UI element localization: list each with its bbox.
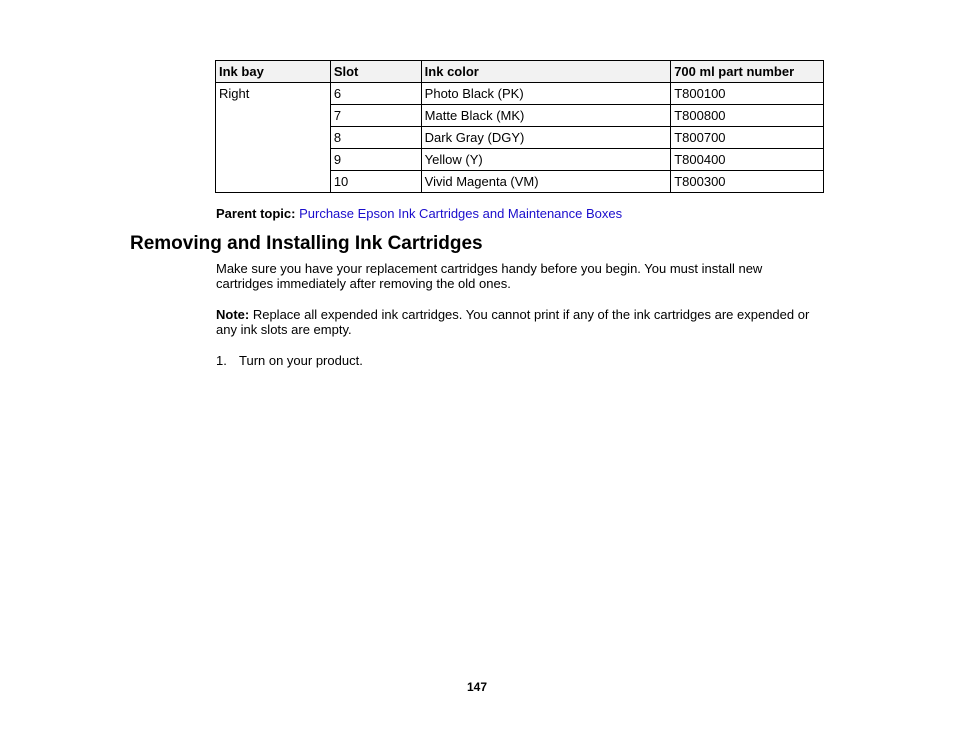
header-ink-bay: Ink bay (216, 61, 331, 83)
part-number-cell: T800800 (671, 105, 824, 127)
steps-list (216, 353, 363, 368)
parent-topic-label: Parent topic: (216, 206, 296, 221)
table-header-row (216, 61, 824, 83)
part-number-cell: T800700 (671, 127, 824, 149)
note-text: Replace all expended ink cartridges. You cannot print if any of the ink cartridges are expended or any ink slots are empty. (216, 307, 810, 337)
ink-cartridge-table (215, 60, 824, 193)
header-slot: Slot (330, 61, 421, 83)
ink-color-cell: Matte Black (MK) (421, 105, 671, 127)
part-number-cell: T800100 (671, 83, 824, 105)
ink-color-cell: Photo Black (PK) (421, 83, 671, 105)
intro-paragraph: Make sure you have your replacement cartridges handy before you begin. You must install new cartridges immediately after removing the old ones. (216, 261, 763, 291)
step-number: 1. (216, 353, 227, 368)
parent-topic (216, 206, 622, 221)
step-text: Turn on your product. (239, 353, 363, 368)
slot-cell: 9 (330, 149, 421, 171)
slot-cell: 8 (330, 127, 421, 149)
slot-cell: 6 (330, 83, 421, 105)
ink-color-cell: Dark Gray (DGY) (421, 127, 671, 149)
table-row (216, 83, 824, 105)
ink-bay-cell: Right (216, 83, 331, 193)
note-paragraph (216, 307, 822, 337)
page-number: 147 (466, 680, 488, 694)
part-number-cell: T800400 (671, 149, 824, 171)
header-part-number: 700 ml part number (671, 61, 824, 83)
slot-cell: 10 (330, 171, 421, 193)
ink-color-cell: Vivid Magenta (VM) (421, 171, 671, 193)
parent-topic-link[interactable]: Purchase Epson Ink Cartridges and Maintenance Boxes (299, 206, 623, 221)
list-item (216, 353, 363, 368)
ink-color-cell: Yellow (Y) (421, 149, 671, 171)
note-label: Note: (216, 307, 250, 322)
section-title: Removing and Installing Ink Cartridges (130, 233, 483, 254)
part-number-cell: T800300 (671, 171, 824, 193)
slot-cell: 7 (330, 105, 421, 127)
header-ink-color: Ink color (421, 61, 671, 83)
